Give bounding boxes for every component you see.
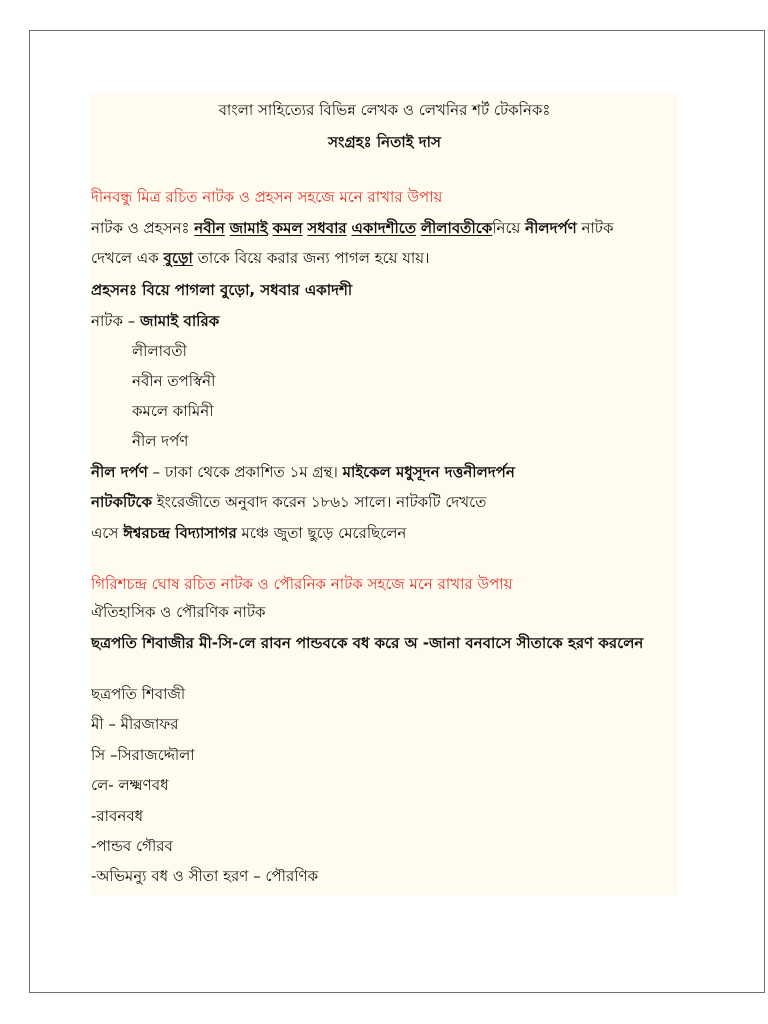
shoe-note: মঞ্চে জুতা ছুড়ে মেরেছিলেন xyxy=(236,524,407,542)
list-item: সি –সিরাজদ্দৌলা xyxy=(91,746,195,764)
nildarpan-note: – ঢাকা থেকে প্রকাশিত ১ম গ্রন্থ। xyxy=(147,463,343,481)
section1-heading: দীনবন্ধু মিত্র রচিত নাটক ও প্রহসন সহজে মনে রাখার উপায় xyxy=(91,188,443,206)
natak-first: জামাই বারিক xyxy=(140,312,220,330)
page-content xyxy=(91,93,678,895)
section2-mnemonic: ছত্রপতি শিবাজীর মী-সি-লে রাবন পান্ডবকে বধ করে অ -জানা বনবাসে সীতাকে হরণ করলেন xyxy=(91,634,644,652)
list-item: -অভিমন্যু বধ ও সীতা হরণ – পৌরণিক xyxy=(91,867,319,885)
word-nildarpan: নীলদর্পণ xyxy=(525,219,577,237)
word-nabin: নবীন xyxy=(194,219,225,237)
translator-name: মাইকেল মধুসূদন দত্তনীলদর্পন xyxy=(342,463,515,481)
word-jamai: জামাই xyxy=(229,219,268,237)
section2-heading: গিরিশচন্দ্র ঘোষ রচিত নাটক ও পৌরনিক নাটক সহজে মনে রাখার উপায় xyxy=(91,575,513,593)
document-title: বাংলা সাহিত্যের বিভিন্ন লেখক ও লেখনির শর্ট টেকনিকঃ xyxy=(218,101,551,119)
list-item: ছত্রপতি শিবাজী xyxy=(91,685,186,703)
section2-subheading: ঐতিহাসিক ও পৌরণিক নাটক xyxy=(91,603,266,621)
prahasan-line: প্রহসনঃ বিয়ে পাগলা বুড়ো, সধবার একাদশী xyxy=(91,281,353,299)
natak-list-item: নবীন তপস্বিনী xyxy=(132,372,216,390)
word-niye: নিয়ে xyxy=(492,219,526,237)
mnemonic-line-1 xyxy=(91,217,678,239)
document-page xyxy=(29,30,765,993)
ese-word: এসে xyxy=(91,524,124,542)
natak-list-item: কমলে কামিনী xyxy=(132,402,214,420)
line2-lead: দেখলে এক xyxy=(91,249,164,267)
nildarpan-label: নীল দর্পণ xyxy=(91,463,148,481)
word-sadhabar: সধবার xyxy=(307,219,347,237)
translation-note: ইংরেজীতে অনুবাদ করেন ১৮৬১ সালে। নাটকটি দেখতে xyxy=(151,493,487,511)
natakti-word: নাটকটিকে xyxy=(91,493,152,511)
natak-label: নাটক – xyxy=(91,312,141,330)
natak-line xyxy=(91,310,678,332)
list-item: -পান্ডব গৌরব xyxy=(91,837,173,855)
natak-list-item: লীলাবতী xyxy=(132,342,187,360)
nildarpan-line-2 xyxy=(91,491,678,513)
mnemonic-line-2 xyxy=(91,247,678,269)
compiler-credit: সংগ্রহঃ নিতাই দাস xyxy=(328,133,441,151)
word-lilabati: লীলাবতীকে xyxy=(420,219,493,237)
natak-list-item: নীল দর্পণ xyxy=(132,432,189,450)
nildarpan-line-1 xyxy=(91,461,678,483)
vidyasagar-name: ঈশ্বরচন্দ্র বিদ্যাসাগর xyxy=(123,524,237,542)
word-buro: বুড়ো xyxy=(163,249,193,267)
line2-tail: তাকে বিয়ে করার জন্য পাগল হয়ে যায়। xyxy=(192,249,430,267)
nildarpan-line-3 xyxy=(91,522,678,544)
word-kamal: কমল xyxy=(272,219,303,237)
list-item: লে- লক্ষ্মণবধ xyxy=(91,776,169,794)
word-natak: নাটক xyxy=(576,219,614,237)
word-ekadashi: একাদশীতে xyxy=(351,219,417,237)
list-item: মী – মীরজাফর xyxy=(91,715,179,733)
list-item: -রাবনবধ xyxy=(91,807,144,825)
mnemonic-lead: নাটক ও প্রহসনঃ xyxy=(91,219,195,237)
